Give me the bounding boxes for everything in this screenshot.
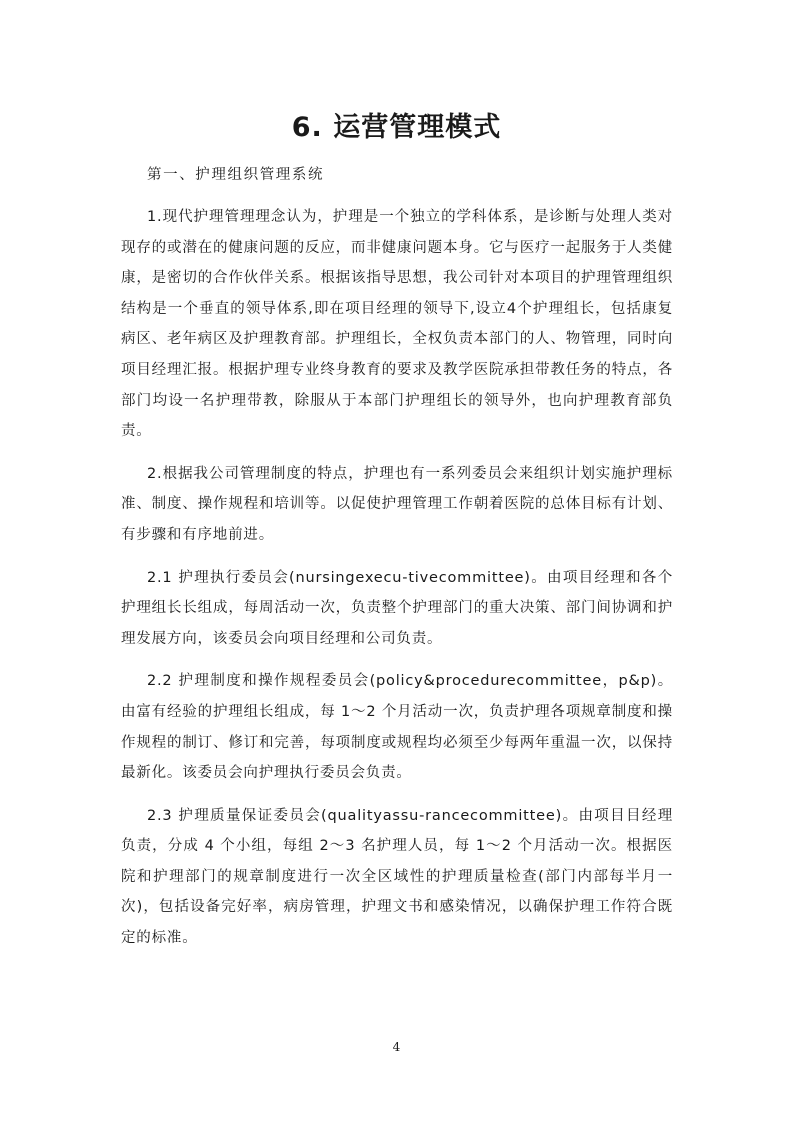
page-title: 6. 运营管理模式: [291, 112, 502, 143]
section-heading: 第一、护理组织管理系统: [147, 167, 325, 183]
paragraph-2-2: 2.2 护理制度和操作规程委员会(policy&procedurecommittee，p&p)。由富有经验的护理组长组成，每 1～2 个月活动一次，负责护理各项规章制度和操作规程的制订、修订和完善，每项制度或规程均必须至少每两年重温一次，以保持最新化。该委员会向护理执行委员会负责。: [121, 673, 673, 782]
page-number: 4: [392, 1040, 401, 1054]
paragraph-2-3: 2.3 护理质量保证委员会(qualityassu-rancecommittee)。由项目目经理负责，分成 4 个小组，每组 2～3 名护理人员，每 1～2 个月活动一次。根据医院和护理部门的规章制度进行一次全区域性的护理质量检查(部门内部每半月一次)，包括设备完好率，病房管理，护理文书和感染情况，以确保护理工作符合既定的标准。: [121, 807, 673, 947]
body-content: [121, 160, 673, 966]
paragraph-1: 1.现代护理管理理念认为，护理是一个独立的学科体系，是诊断与处理人类对现存的或潜在的健康问题的反应，而非健康问题本身。它与医疗一起服务于人类健康，是密切的合作伙伴关系。根据该指导思想，我公司针对本项目的护理管理组织结构是一个垂直的领导体系,即在项目经理的领导下,设立4个护理组长，包括康复病区、老年病区及护理教育部。护理组长，全权负责本部门的人、物管理，同时向项目经理汇报。根据护理专业终身教育的要求及教学医院承担带教任务的特点，各部门均设一名护理带教，除服从于本部门护理组长的领导外，也向护理教育部负责。: [121, 209, 673, 440]
paragraph-2: 2.根据我公司管理制度的特点，护理也有一系列委员会来组织计划实施护理标准、制度、操作规程和培训等。以促使护理管理工作朝着医院的总体目标有计划、有步骤和有序地前进。: [121, 465, 673, 543]
paragraph-2-1: 2.1 护理执行委员会(nursingexecu-tivecommittee)。由项目经理和各个护理组长长组成，每周活动一次，负责整个护理部门的重大决策、部门间协调和护理发展方向，该委员会向项目经理和公司负责。: [121, 569, 673, 647]
